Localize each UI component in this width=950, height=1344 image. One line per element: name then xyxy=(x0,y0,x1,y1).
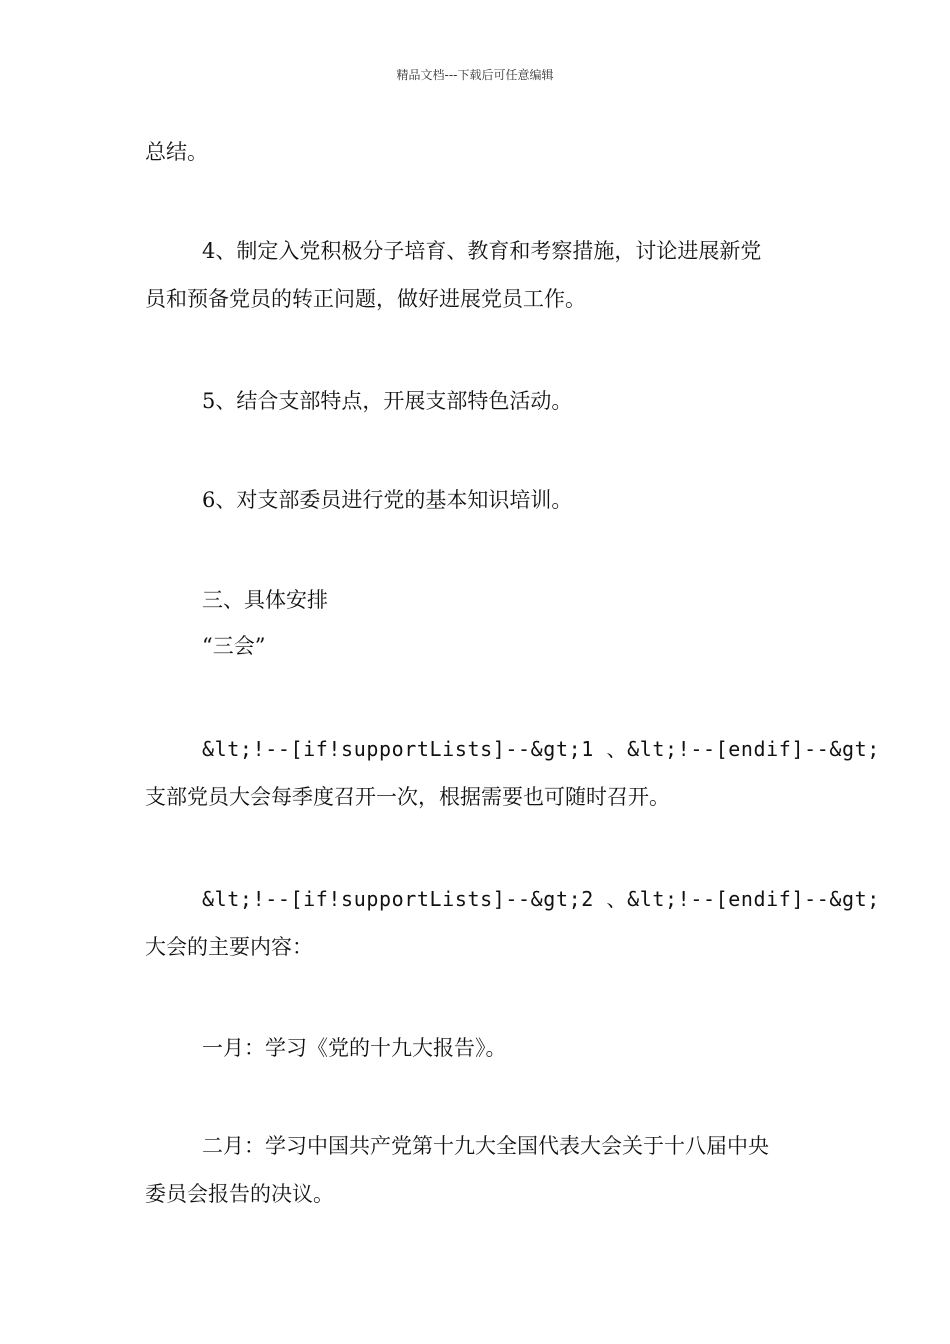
text-line: 大会的主要内容： xyxy=(145,935,313,959)
subheading-three-meetings xyxy=(145,622,815,670)
page-header: 精品文档---下载后可任意编辑 xyxy=(396,68,554,82)
paragraph-february xyxy=(145,1122,815,1218)
text-line: 5、结合支部特点，开展支部特色活动。 xyxy=(202,389,573,413)
text-line: 支部党员大会每季度召开一次，根据需要也可随时召开。 xyxy=(145,785,670,809)
text-line: &lt;!--[if!supportLists]--&gt;2 、&lt;!--[endif]--&gt; xyxy=(202,887,880,911)
text-line: “三会” xyxy=(202,634,266,658)
section-heading-specific-arrangements xyxy=(145,576,815,624)
text-line: 委员会报告的决议。 xyxy=(145,1182,334,1206)
paragraph-item-6 xyxy=(145,476,815,524)
paragraph-item-5 xyxy=(145,377,815,425)
text-line: 4、制定入党积极分子培育、教育和考察措施，讨论进展新党 xyxy=(202,239,762,263)
text-line: 二月：学习中国共产党第十九大全国代表大会关于十八届中央 xyxy=(202,1134,769,1158)
paragraph-summary-end xyxy=(145,128,815,176)
paragraph-list-item-1 xyxy=(145,725,880,821)
text-line: &lt;!--[if!supportLists]--&gt;1 、&lt;!--[endif]--&gt; xyxy=(202,737,880,761)
paragraph-january xyxy=(145,1024,815,1072)
text-line: 一月：学习《党的十九大报告》。 xyxy=(202,1036,507,1060)
paragraph-item-4 xyxy=(145,227,815,323)
text-line: 员和预备党员的转正问题，做好进展党员工作。 xyxy=(145,287,586,311)
text-line: 总结。 xyxy=(145,140,208,164)
text-line: 三、具体安排 xyxy=(202,588,328,612)
paragraph-list-item-2 xyxy=(145,875,880,971)
text-line: 6、对支部委员进行党的基本知识培训。 xyxy=(202,488,573,512)
